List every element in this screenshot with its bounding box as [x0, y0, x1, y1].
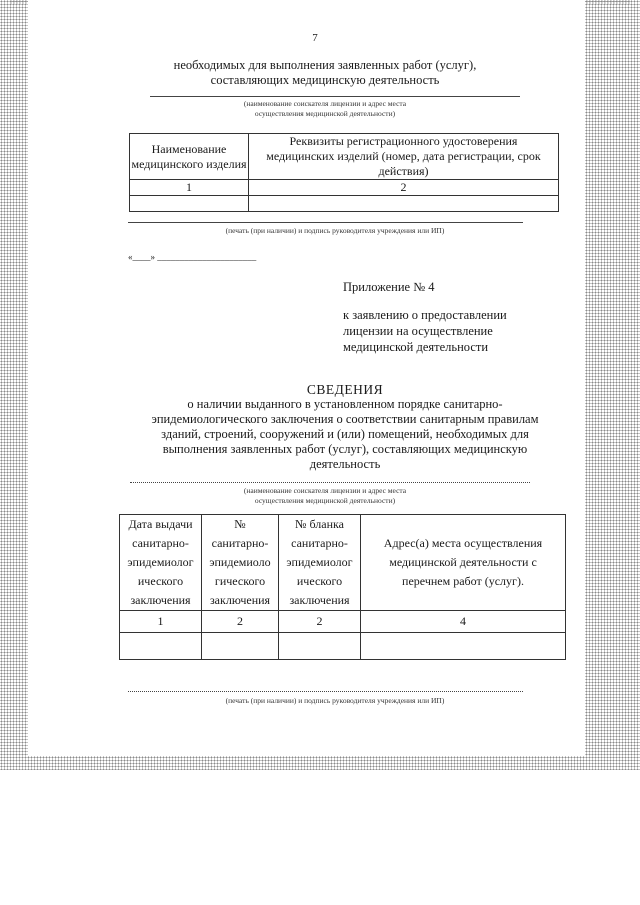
table-row: [130, 196, 559, 212]
applicant-line-2: [130, 482, 530, 483]
appendix-title: Приложение № 4: [343, 280, 435, 294]
header-cell-date: Дата выдачи санитарно- эпидемиолог ического заключения: [120, 515, 202, 611]
empty-cell: [249, 196, 559, 212]
number-cell: 1: [120, 611, 202, 633]
number-cell: 2: [249, 180, 559, 196]
header-cell-number: № санитарно- эпидемиоло гического заключения: [202, 515, 279, 611]
empty-cell: [361, 633, 566, 660]
empty-cell: [120, 633, 202, 660]
top-heading: [150, 58, 500, 88]
table-header-row: [120, 515, 566, 611]
number-cell: 2: [202, 611, 279, 633]
top-heading-line: составляющих медицинскую деятельность: [210, 73, 440, 87]
scan-border-left: [0, 0, 28, 770]
section-title: СВЕДЕНИЯ: [306, 382, 384, 397]
scan-border-bottom: [0, 756, 640, 770]
sanitary-conclusion-table: [119, 514, 566, 660]
header-cell: Наименование медицинского изделия: [130, 134, 249, 180]
signature-line: [128, 222, 523, 223]
header-cell-address: Адрес(а) места осуществления медицинской деятельности с перечнем работ (услуг).: [361, 515, 566, 611]
header-cell-blank-number: № бланка санитарно- эпидемиолог ического заключения: [279, 515, 361, 611]
page-number: 7: [312, 32, 318, 44]
applicant-line: [150, 96, 520, 97]
empty-cell: [130, 196, 249, 212]
appendix-text: к заявлению о предоставлении лицензии на осуществление медицинской деятельности: [343, 308, 507, 354]
number-cell: 2: [279, 611, 361, 633]
number-cell: 4: [361, 611, 566, 633]
scan-border-right: [585, 0, 640, 770]
medical-devices-table: [129, 133, 559, 212]
table-header-row: [130, 134, 559, 180]
caption-signature: (печать (при наличии) и подпись руководителя учреждения или ИП): [225, 226, 445, 235]
table-number-row: [120, 611, 566, 633]
caption-applicant-2: (наименование соискателя лицензии и адрес места осуществления медицинской деятельности): [243, 486, 407, 505]
section-text: о наличии выданного в установленном порядке санитарно- эпидемиологического заключения о соответствии санитарным правилам зданий, строений, сооружений и (или) помещений, необходимых для выполнения заявленных работ (услуг), составляющих медицинскую деятельность: [151, 397, 539, 471]
empty-cell: [202, 633, 279, 660]
table-number-row: [130, 180, 559, 196]
caption-applicant: (наименование соискателя лицензии и адрес места осуществления медицинской деятельности): [243, 99, 407, 118]
date-line: «____» ______________________: [128, 252, 257, 262]
signature-line-2: [128, 691, 523, 692]
header-cell: Реквизиты регистрационного удостоверения медицинских изделий (номер, дата регистрации, срок действия): [249, 134, 559, 180]
number-cell: 1: [130, 180, 249, 196]
caption-signature-2: (печать (при наличии) и подпись руководителя учреждения или ИП): [225, 696, 445, 705]
table-row: [120, 633, 566, 660]
top-heading-line: необходимых для выполнения заявленных работ (услуг),: [173, 58, 477, 72]
empty-cell: [279, 633, 361, 660]
